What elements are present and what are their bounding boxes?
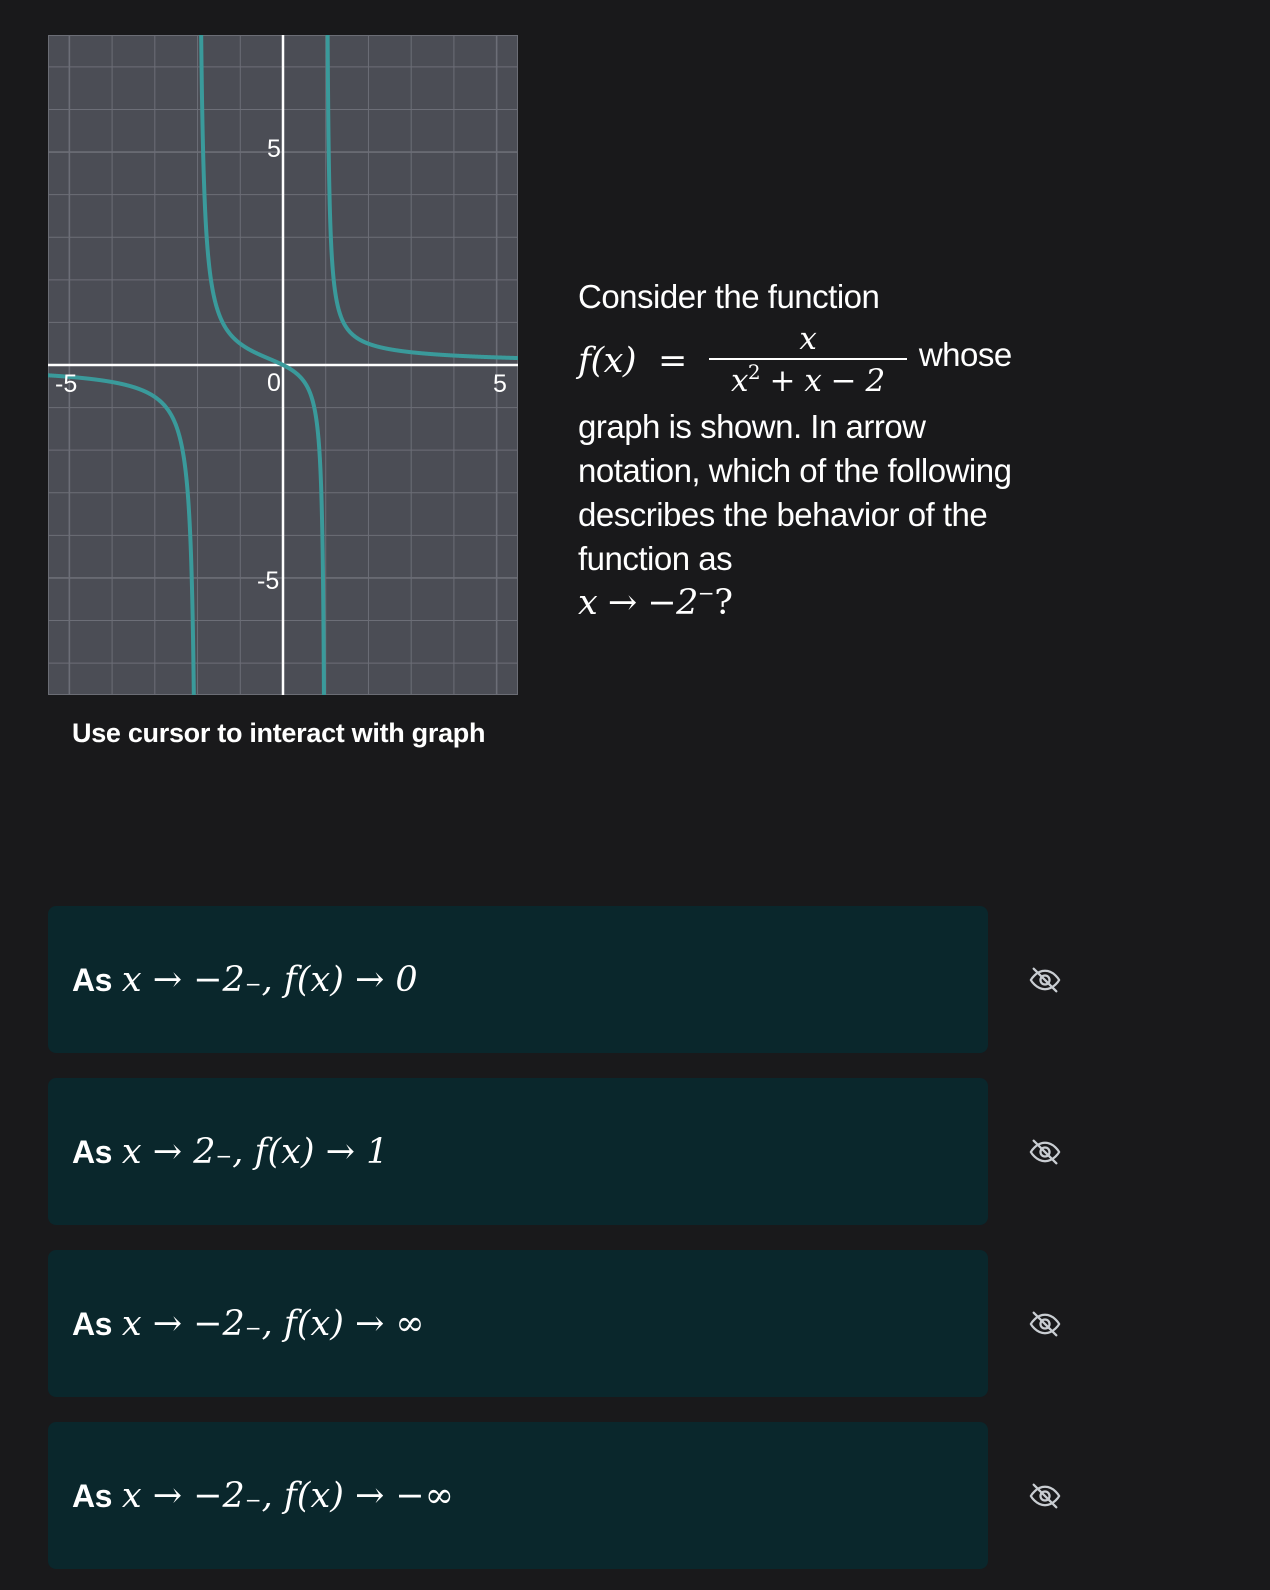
answer-option-text: As x → −2 − , f(x) → 0 bbox=[72, 959, 418, 1000]
question-text bbox=[578, 275, 1048, 625]
question-whose: whose bbox=[918, 336, 1012, 373]
answer-option-3[interactable] bbox=[48, 1250, 988, 1397]
formula-equals: = bbox=[658, 341, 687, 381]
origin-label: 0 bbox=[267, 369, 281, 397]
formula-numerator: x bbox=[799, 321, 817, 357]
x-tick-label-neg5: -5 bbox=[55, 370, 78, 398]
function-formula bbox=[578, 317, 1048, 405]
answer-options bbox=[48, 906, 988, 1590]
function-graph[interactable] bbox=[48, 35, 518, 695]
answer-option-2[interactable] bbox=[48, 1078, 988, 1225]
x-tick-label-5: 5 bbox=[493, 370, 507, 398]
formula-lhs: f(x) bbox=[578, 341, 637, 381]
question-intro: Consider the function bbox=[578, 278, 880, 315]
answer-option-text: As x → −2 − , f(x) → −∞ bbox=[72, 1475, 454, 1516]
answer-option-text: As x → 2 − , f(x) → 1 bbox=[72, 1131, 389, 1172]
answer-option-1[interactable] bbox=[48, 906, 988, 1053]
eye-slash-icon[interactable] bbox=[1028, 1307, 1062, 1341]
question-limit: x → −2−? bbox=[578, 581, 733, 623]
eye-slash-icon[interactable] bbox=[1028, 1135, 1062, 1169]
question-body: graph is shown. In arrow notation, which of the following describes the behavior of the function as bbox=[578, 408, 1012, 577]
graph-canvas[interactable] bbox=[48, 35, 518, 695]
y-tick-label-neg5: -5 bbox=[257, 567, 280, 595]
formula-fraction bbox=[709, 320, 907, 402]
eye-slash-icon[interactable] bbox=[1028, 963, 1062, 997]
eye-slash-icon[interactable] bbox=[1028, 1479, 1062, 1513]
y-tick-label-5: 5 bbox=[267, 135, 281, 163]
graph-hint: Use cursor to interact with graph bbox=[72, 718, 486, 748]
answer-option-text: As x → −2 − , f(x) → ∞ bbox=[72, 1303, 425, 1344]
answer-option-4[interactable] bbox=[48, 1422, 988, 1569]
formula-denominator: $x^2 + x - 2$ bbox=[730, 360, 885, 399]
